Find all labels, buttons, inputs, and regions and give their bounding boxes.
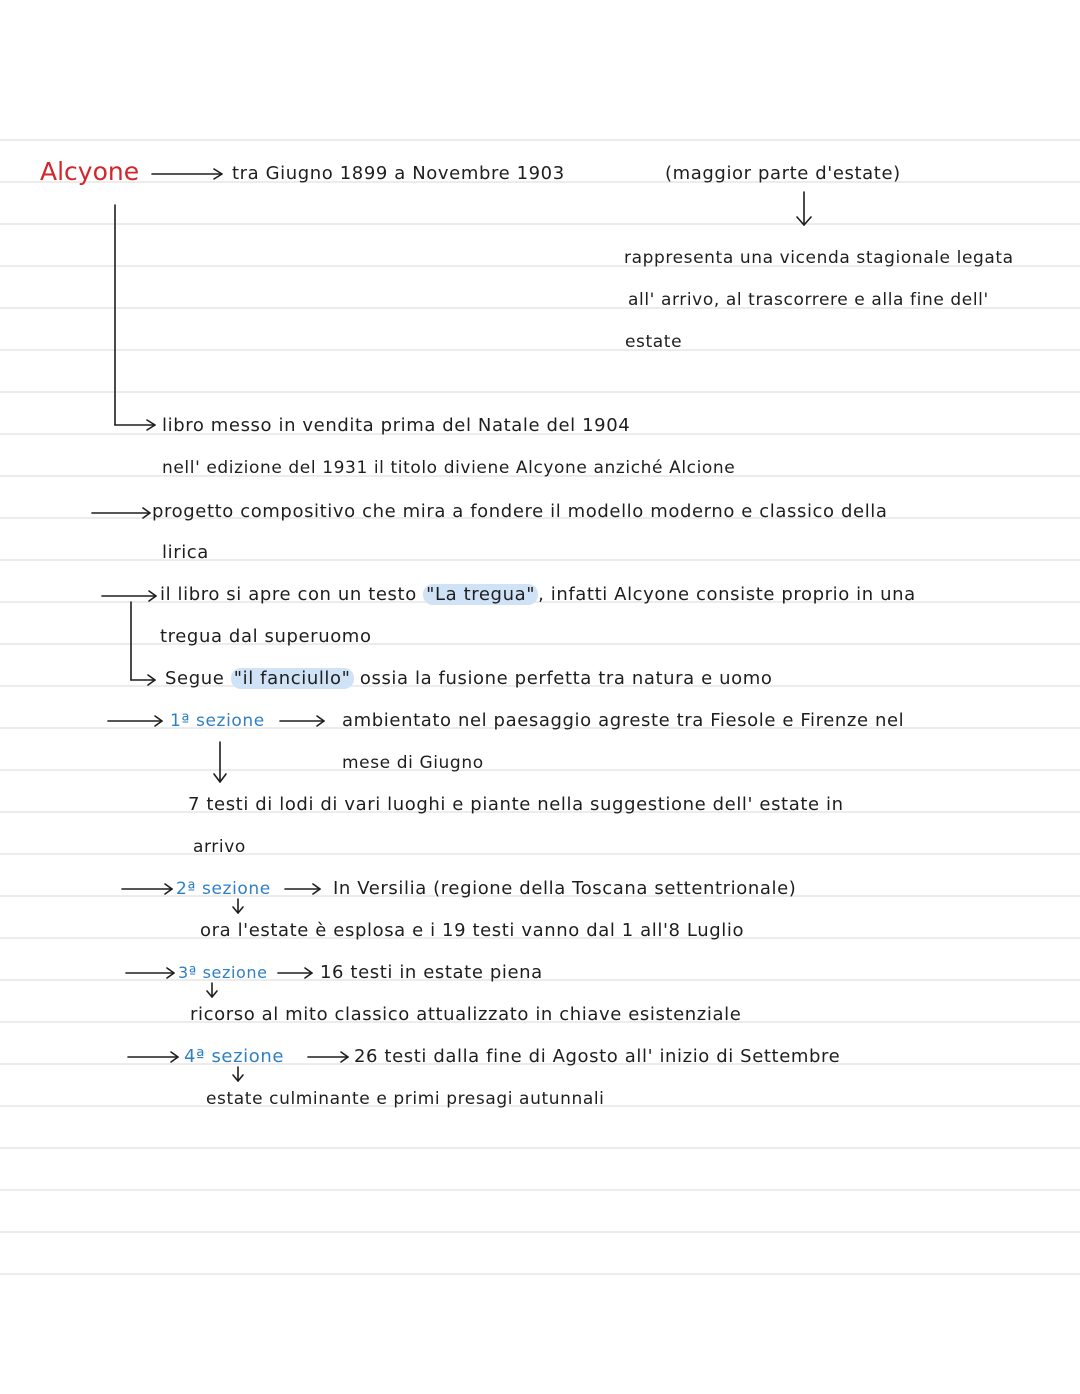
arrow-section3-icon <box>126 968 174 978</box>
la-tregua-highlight: "La tregua" <box>423 584 538 605</box>
arrow-section4-text-icon <box>308 1052 348 1062</box>
section-2-label: 2ª sezione <box>176 879 271 899</box>
section-4-sub-1: estate culminante e primi presagi autunnali <box>206 1089 605 1109</box>
page-title: Alcyone <box>40 157 140 186</box>
rappresenta-line-2: all' arrivo, al trascorrere e alla fine dell' <box>628 290 989 310</box>
section-1-text: ambientato nel paesaggio agreste tra Fiesole e Firenze nel <box>342 710 905 731</box>
arrow-title-dates-icon <box>152 169 222 179</box>
arrow-section4-down-icon <box>233 1067 243 1081</box>
rappresenta-line-1: rappresenta una vicenda stagionale legata <box>624 248 1014 268</box>
arrow-section3-down-icon <box>207 983 217 997</box>
progetto-line-1: progetto compositivo che mira a fondere il modello moderno e classico della <box>152 501 888 522</box>
arrow-section1-down-icon <box>214 742 226 782</box>
arrow-section2-down-icon <box>233 899 243 913</box>
arrow-section4-icon <box>128 1052 178 1062</box>
arrow-section1-icon <box>108 716 162 726</box>
section-1-sub-2: arrivo <box>193 837 246 857</box>
section-2-sub-1: ora l'estate è esplosa e i 19 testi vanno dal 1 all'8 Luglio <box>200 920 745 941</box>
apre-line-1 <box>160 583 916 607</box>
il-fanciullo-highlight: "il fanciullo" <box>231 668 354 689</box>
section-4-text: 26 testi dalla fine di Agosto all' inizio di Settembre <box>354 1046 841 1067</box>
section-2-text: In Versilia (regione della Toscana settentrionale) <box>333 878 797 899</box>
segue-text-b: ossia la fusione perfetta tra natura e uomo <box>359 668 773 689</box>
libro-line-2: nell' edizione del 1931 il titolo diviene Alcyone anziché Alcione <box>162 458 736 478</box>
arrow-apre-icon <box>102 591 156 601</box>
progetto-line-2: lirica <box>162 542 209 563</box>
section-3-sub-1: ricorso al mito classico attualizzato in chiave esistenziale <box>190 1004 742 1025</box>
main-stem-line <box>115 205 155 430</box>
dates-line: tra Giugno 1899 a Novembre 1903 <box>232 163 565 184</box>
apre-text-a: il libro si apre con un testo <box>160 584 417 605</box>
section-1-label: 1ª sezione <box>170 711 265 731</box>
section-3-label: 3ª sezione <box>178 963 268 982</box>
apre-line-2: tregua dal superuomo <box>160 626 372 647</box>
segue-line <box>165 667 772 691</box>
arrow-section2-icon <box>122 884 172 894</box>
section-3-text: 16 testi in estate piena <box>320 962 543 983</box>
dates-note: (maggior parte d'estate) <box>665 163 901 184</box>
arrow-section3-text-icon <box>278 968 312 978</box>
arrow-down-parte-icon <box>797 192 811 225</box>
segue-text-a: Segue <box>165 668 225 689</box>
arrow-segue-icon <box>131 602 155 685</box>
section-1-sub-1: 7 testi di lodi di vari luoghi e piante nella suggestione dell' estate in <box>188 794 844 815</box>
apre-text-b: , infatti Alcyone consiste proprio in una <box>538 584 916 605</box>
section-4-label: 4ª sezione <box>184 1046 285 1067</box>
arrow-section2-text-icon <box>285 884 320 894</box>
section-1-text-2: mese di Giugno <box>342 753 484 773</box>
arrow-progetto-icon <box>92 508 150 518</box>
rappresenta-line-3: estate <box>625 332 683 352</box>
libro-line-1: libro messo in vendita prima del Natale del 1904 <box>162 415 631 436</box>
arrow-section1-text-icon <box>280 716 324 726</box>
